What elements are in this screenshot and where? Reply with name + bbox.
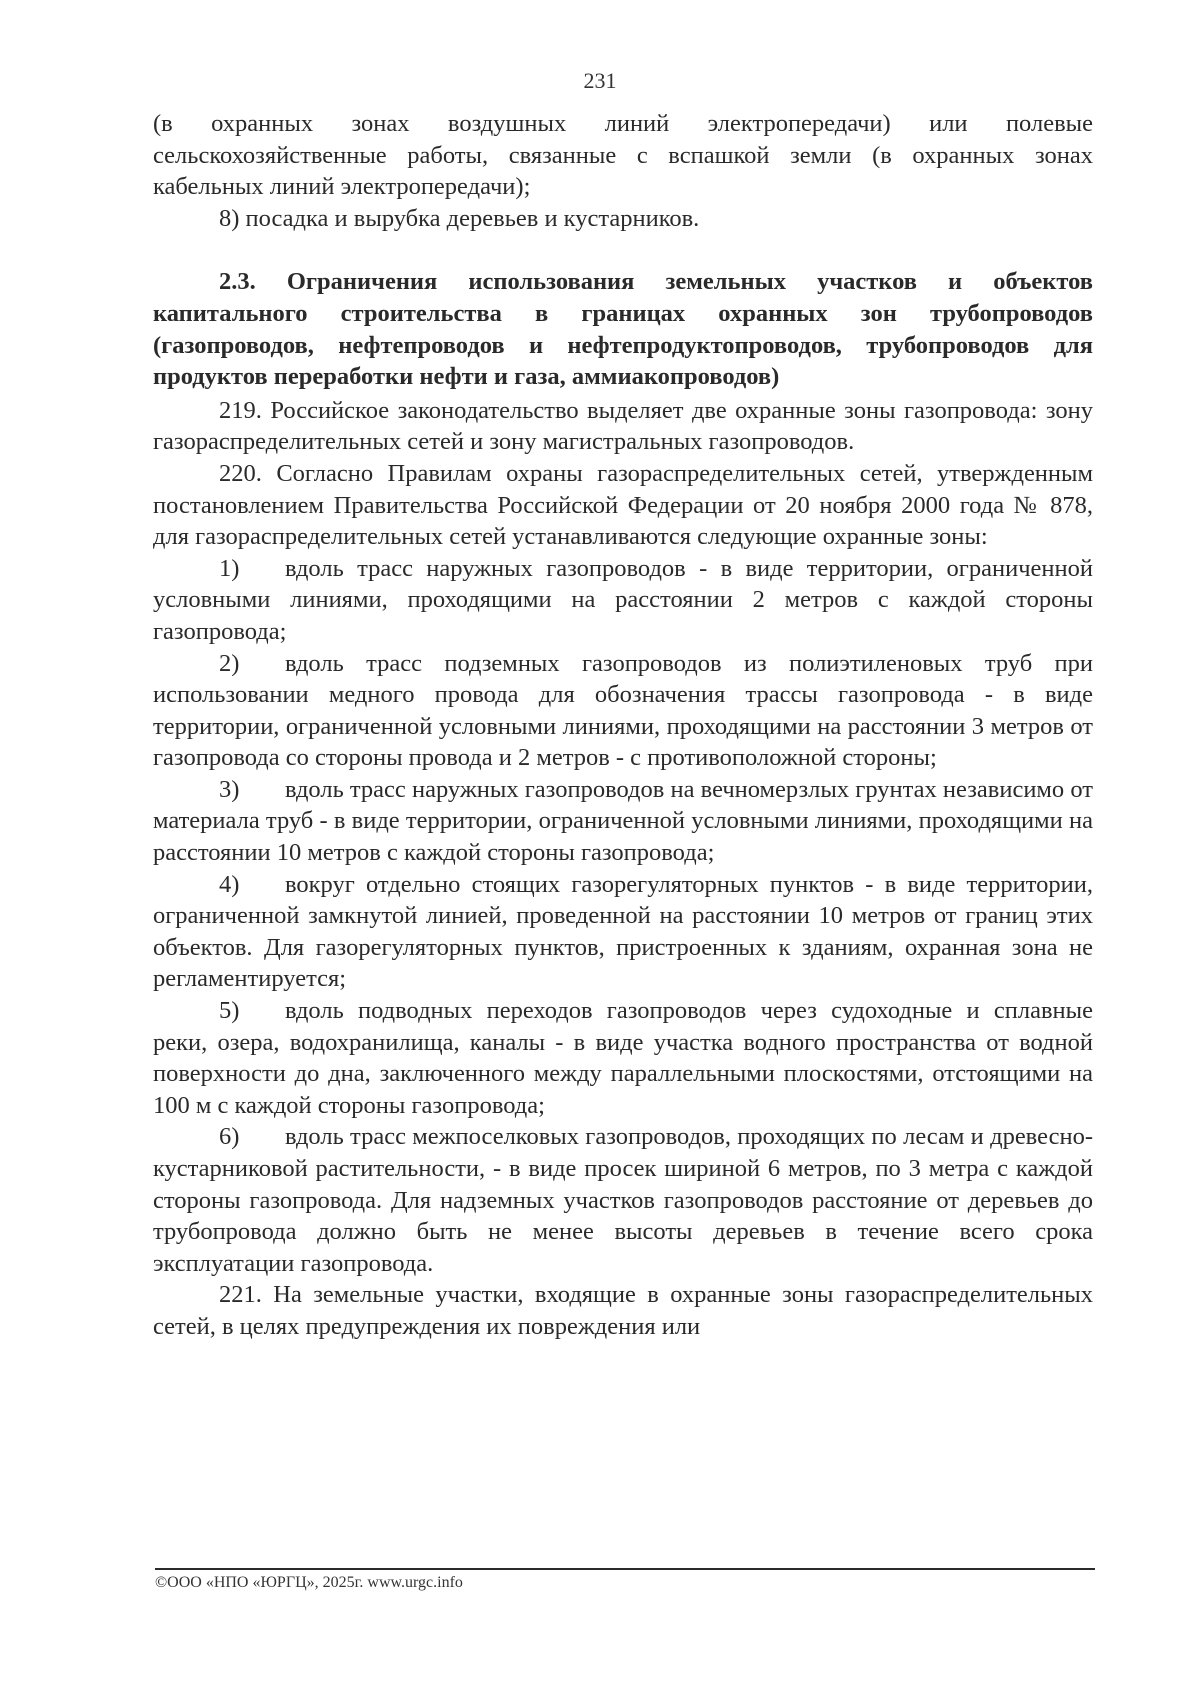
zone-item-number: 2) <box>219 649 240 677</box>
list-item-8: 8) посадка и вырубка деревьев и кустарников. <box>219 204 700 232</box>
paragraph-219: 219. Российское законодательство выделяет две охранные зоны газопровода: зону газораспределительных сетей и зону магистральных газопроводов. <box>153 396 1093 456</box>
zone-item-text: вдоль трасс межпоселковых газопроводов, проходящих по лесам и древесно-кустарниковой растительности, - в виде просек шириной 6 метров, по 3 метра с каждой стороны газопровода. Для надземных участков газопроводов расстояние от деревьев до трубопровода должно быть не менее высоты деревьев в течение всего срока эксплуатации газопровода. <box>153 1123 1093 1277</box>
zone-item-1 <box>153 553 1093 648</box>
document-body <box>153 108 1093 1343</box>
zone-item-number: 1) <box>219 554 240 582</box>
zone-item-text: вдоль трасс подземных газопроводов из полиэтиленовых труб при использовании медного провода для обозначения трассы газопровода - в виде территории, ограниченной условными линиями, проходящими на расстоянии 3 метров от газопровода со стороны провода и 2 метров - с противоположной стороны; <box>153 649 1093 772</box>
zone-item-2 <box>153 648 1093 774</box>
section-heading: 2.3. Ограничения использования земельных участков и объектов капитального строительства в границах охранных зон трубопроводов (газопроводов, нефтепроводов и нефтепродуктопроводов, трубопроводов для продуктов переработки нефти и газа, аммиакопроводов) <box>153 268 1093 391</box>
zone-item-3 <box>153 774 1093 869</box>
intro-paragraph: (в охранных зонах воздушных линий электропередачи) или полевые сельскохозяйственные работы, связанные с вспашкой земли (в охранных зонах кабельных линий электропередачи); <box>153 110 1093 201</box>
zone-item-4 <box>153 869 1093 995</box>
zone-item-text: вдоль подводных переходов газопроводов через судоходные и сплавные реки, озера, водохранилища, каналы - в виде участка водного пространства от водной поверхности до дна, заключенного между параллельными плоскостями, отстоящими на 100 м с каждой стороны газопровода; <box>153 997 1093 1119</box>
spacer <box>153 234 1093 266</box>
paragraph-221: 221. На земельные участки, входящие в охранные зоны газораспределительных сетей, в целях предупреждения их повреждения или <box>153 1281 1093 1340</box>
zone-item-5 <box>153 995 1093 1121</box>
zone-item-text: вдоль трасс наружных газопроводов на вечномерзлых грунтах независимо от материала труб - в виде территории, ограниченной условными линиями, проходящими на расстоянии 10 метров с каждой стороны газопровода; <box>153 775 1093 867</box>
page-number: 231 <box>583 68 617 93</box>
zone-item-text: вдоль трасс наружных газопроводов - в виде территории, ограниченной условными линиями, проходящими на расстоянии 2 метров с каждой стороны газопровода; <box>153 554 1093 645</box>
paragraph-220: 220. Согласно Правилам охраны газораспределительных сетей, утвержденным постановлением Правительства Российской Федерации от 20 ноября 2000 года № 878, для газораспределительных сетей устанавливаются следующие охранные зоны: <box>153 459 1093 551</box>
zone-item-number: 5) <box>219 997 240 1025</box>
zone-item-6 <box>153 1121 1093 1279</box>
footer-copyright: ©ООО «НПО «ЮРГЦ», 2025г. www.urgc.info <box>155 1574 463 1591</box>
zone-item-number: 6) <box>219 1123 240 1151</box>
zone-item-number: 4) <box>219 870 240 898</box>
zone-item-number: 3) <box>219 775 240 803</box>
footer-divider <box>155 1568 1095 1570</box>
zone-item-text: вокруг отдельно стоящих газорегуляторных пунктов - в виде территории, ограниченной замкнутой линией, проведенной на расстоянии 10 метров от границ этих объектов. Для газорегуляторных пунктов, пристроенных к зданиям, охранная зона не регламентируется; <box>153 870 1093 993</box>
